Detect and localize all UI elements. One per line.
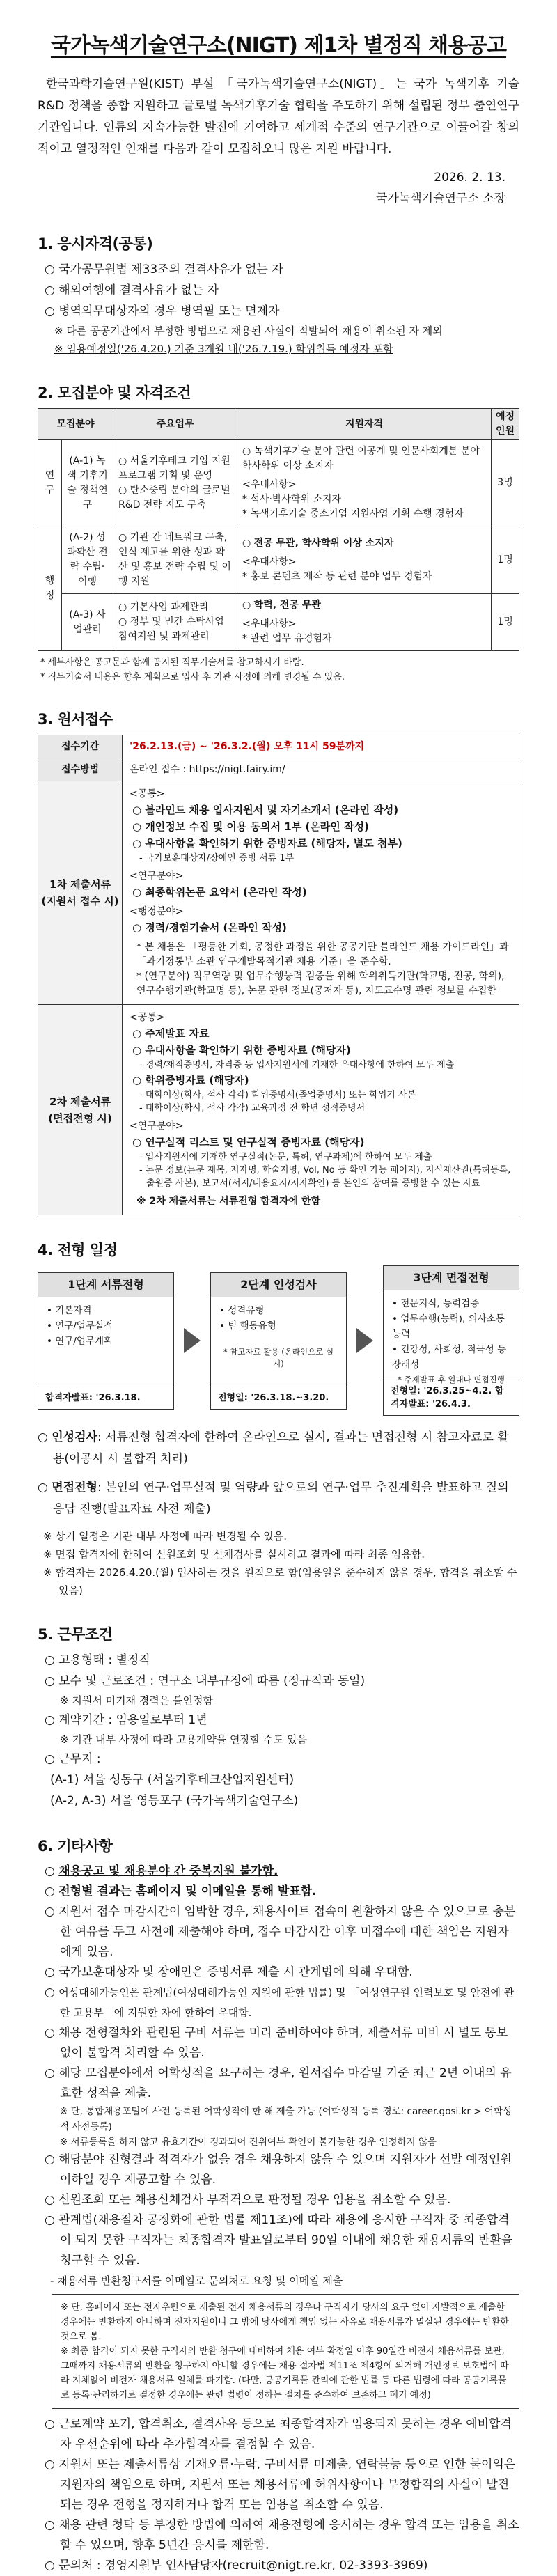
method-label: 접수방법 (38, 758, 123, 781)
qualification-cell: ○ 전공 무관, 학사학위 이상 소지자 <우대사항> * 홍보 콘텐츠 제작 등 관련 분야 업무 경험자 (237, 526, 492, 594)
list-item: (A-1) 서울 성동구 (서울기후테크산업지원센터) (50, 1773, 295, 1787)
list-item: (A-2, A-3) 서울 영등포구 (국가녹색기술연구소) (50, 1794, 299, 1808)
section-fields-heading: 2. 모집분야 및 자격조건 (38, 384, 191, 401)
misc-list (38, 1861, 519, 2291)
list-item: ※ 기관 내부 사정에 따라 고용계약을 연장할 수도 있음 (60, 1733, 308, 1746)
section-conditions-heading: 5. 근무조건 (38, 1626, 113, 1643)
list-item: ※ 서류등록을 하지 않고 유효기간이 경과되어 진위여부 확인이 불가능한 경우 인정하지 않음 (60, 2137, 437, 2148)
list-item: ○ 근무지 : (45, 1752, 101, 1766)
list-item: ○ 어성대해가능인은 관계법(여성대해가능인 지원에 관한 법률) 및 「여성연구원 인력보호 및 안전에 관한 고용부」에 지원한 자에 한하여 우대함. (45, 1985, 515, 2019)
list-item: ○ 채용 관련 청탁 등 부정한 방법에 의하여 채용전형에 응시하는 경우 합격 또는 임용을 취소할 수 있으며, 향후 5년간 응시를 제한함. (45, 2518, 519, 2552)
group-cell: 행정 (38, 526, 62, 651)
doc1-content: <공통> ○ 블라인드 채용 입사지원서 및 자기소개서 (온라인 작성) ○ 개인정보 수집 및 이용 동의서 1부 (온라인 작성) ○ 우대사항을 확인하기 위한 증빙자료 (해당자, 별도 첨부) - 국가보훈대상자/장애인 증빙 서류 1부 <연구분야> ○ 최종학위논문 요약서 (온라인 작성) <행정분야> ○ 경력/경험기술서 (온라인 작성) * 본 채용은 「평등한 기회, 공정한 과정을 위한 공공기관 블라인드 채용 가이드라인」과 「과기정통부 소관 연구개발목적기관 채용 기준」을 준수함. * (연구분야) 직무역량 및 업무수행능력 검증을 위해 학위취득기관(학교명, 전공, 학위), 연구수행기관(학교명 등), 논문 관련 정보(공저자 등), 지도교수명 관련 정보를 수집함 (123, 781, 519, 1005)
group-cell: 연구 (38, 440, 62, 526)
field-cell: (A-3) 사업관리 (62, 594, 113, 651)
list-item: ※ 지원서 미기재 경력은 불인정함 (60, 1694, 214, 1707)
table-header-row (38, 409, 519, 440)
list-item: ○ 보수 및 근로조건 : 연구소 내부규정에 따름 (정규직과 동일) (45, 1674, 366, 1688)
table-header-cell: 모집분야 (38, 409, 113, 440)
eligibility-list (38, 259, 519, 322)
table-header-cell: 예정인원 (492, 409, 519, 440)
table-header-cell: 주요업무 (113, 409, 237, 440)
doc2-label: 2차 제출서류 (면접전형 시) (38, 1005, 123, 1215)
table-row (38, 1005, 519, 1215)
section-misc-heading: 6. 기타사항 (38, 1838, 113, 1855)
period-label: 접수기간 (38, 735, 123, 758)
list-item: ○ 채용공고 및 채용분야 간 중복지원 불가함. (45, 1864, 278, 1878)
list-item: ○ 해당분야 전형결과 적격자가 없을 경우 채용하지 않을 수 있으며 지원자가 선발 예정인원 이하일 경우 재공고할 수 있음. (45, 2153, 512, 2187)
notice-date: 2026. 2. 13. (434, 171, 505, 185)
return-policy-box: ※ 단, 홈페이지 또는 전자우편으로 제출된 전자 채용서류의 경우나 구직자가 당사의 요구 없이 자발적으로 제출한 경우에는 반환하지 아니하며 전자지원이니 그 밖에 당사에게 책임 없는 사유로 채용서류가 멸실된 경우에는 반환한 것으로 봄. ※ 최종 합격이 되지 못한 구직자의 반환 청구에 대비하여 채용 여부 확정일 이후 90일간 비전자 채용서류를 보관, 그때까지 채용서류의 반환을 청구하지 아니할 경우에는 채용 절차법 제11조 제4항에 의거해 개인정보 보호법에 따라 지체없이 비전자 채용서류 일체를 파기함. (다만, 공공기록물 관리에 관한 법률 등 다른 법령에 따라 공공기록물로 등록·관리하기로 결정한 경우에는 관련 법령이 정하는 절차를 준수하여 보존하고 폐기 예정) (52, 2294, 519, 2409)
list-item: ○ 신원조회 또는 채용신체검사 부적격으로 판정될 경우 임용을 취소할 수 있음. (45, 2193, 451, 2207)
eligibility-note: ※ 다른 공공기관에서 부정한 방법으로 채용된 사실이 적발되어 채용이 취소된 자 제외 (54, 325, 443, 337)
fields-table (38, 408, 519, 651)
schedule-details (38, 1427, 519, 1600)
list-item: ○ 관계법(채용절차 공정화에 관한 법률 제11조)에 따라 채용에 응시한 구직자 중 최종합격이 되지 못한 구직자는 최종합격자 발표일로부터 90일 이내에 채용한 채용서류의 반환을 청구할 수 있음. (45, 2213, 513, 2267)
section-eligibility-heading: 1. 응시자격(공통) (38, 235, 153, 252)
list-item: ○ 인성검사: 서류전형 합격자에 한하여 온라인으로 실시, 결과는 면접전형 시 참고자료로 활용(이공시 시 불합격 처리) (38, 1430, 509, 1466)
list-item: ※ 합격자는 2026.4.20.(월) 입사하는 것을 원칙으로 함(임용일을 준수하지 않을 경우, 합격을 취소할 수 있음) (43, 1566, 517, 1597)
list-item: ○ 병역의무대상자의 경우 병역필 또는 면제자 (45, 304, 280, 318)
list-item: ○ 국가공무원법 제33조의 결격사유가 없는 자 (45, 263, 283, 276)
notice-signer: 국가녹색기술연구소 소장 (375, 192, 505, 205)
list-item: ○ 지원서 또는 제출서류상 기재오류·누락, 구비서류 미제출, 연락불능 등으로 인한 불이익은 지원자의 책임으로 하며, 지원서 또는 채용서류에 허위사항이나 부정합격의 사실이 발견되는 경우 전형을 정지하거나 합격 또는 임용을 취소할 수 있음. (45, 2458, 516, 2512)
table-row (38, 594, 519, 651)
period-value: '26.2.13.(금) ~ '26.3.2.(월) 오후 11시 59분까지 (123, 735, 519, 758)
section-schedule-heading: 4. 전형 일정 (38, 1242, 118, 1258)
count-cell: 1명 (492, 594, 519, 651)
conditions-list (38, 1650, 519, 1811)
contact-info: ○ 문의처 : 경영지원부 인사담당자(recruit@nigt.re.kr, 02-3393-3969) (45, 2559, 428, 2573)
table-row (38, 758, 519, 781)
section-application-heading: 3. 원서접수 (38, 711, 113, 728)
duties-cell: ○ 서울기후테크 기업 지원 프로그램 기획 및 운영 ○ 탄소중립 분야의 글로벌 R&D 전략 지도 구축 (113, 440, 237, 526)
qualification-cell: ○ 녹색기후기술 분야 관련 이공계 및 인문사회계분 분야 학사학위 이상 소지자 <우대사항> * 석사·박사학위 소지자 * 녹색기후기술 중소기업 지원사업 기획 수행 경험자 (237, 440, 492, 526)
step-2-box: 2단계 인성검사 • 성격유형 • 팀 행동유형 * 참고자료 활용 (온라인으로 실시) 전형일: '26.3.18.~3.20. (210, 1272, 347, 1410)
list-item: ○ 전형별 결과는 홈페이지 및 이메일을 통해 발표함. (45, 1884, 317, 1898)
doc2-content: <공통> ○ 주제발표 자료 ○ 우대사항을 확인하기 위한 증빙자료 (해당자) - 경력/재직증명서, 자격증 등 입사지원서에 기재한 우대사항에 한하여 모두 제출 ○ 학위증빙자료 (해당자) - 대학이상(학사, 석사 각각) 학위증명서(졸업증명서) 또는 학위기 사본 - 대학이상(학사, 석사 각각) 교육과정 전 학년 성적증명서 <연구분야> ○ 연구실적 리스트 및 연구실적 증빙자료 (해당자) - 입사지원서에 기재한 연구실적(논문, 특허, 연구과제)에 한하여 모두 제출 - 논문 정보(논문 제목, 저자명, 학술지명, Vol, No 등 확인 가능 페이지), 지식재산권(특허등록, 출원증 사본), 보고서(서지/내용요지/저자확인) 등 본인의 참여를 증빙할 수 있는 자료 ※ 2차 제출서류는 서류전형 합격자에 한함 (123, 1005, 519, 1215)
step-1-box: 1단계 서류전형 • 기본자격 • 연구/업무실적 • 연구/업무계획 합격자발표: '26.3.18. (38, 1272, 174, 1410)
method-value: 온라인 접수 : https://nigt.fairy.im/ (123, 758, 519, 781)
list-item: ○ 계약기간 : 임용일로부터 1년 (45, 1713, 207, 1727)
field-cell: (A-2) 성과확산 전략 수립·이행 (62, 526, 113, 594)
eligibility-note: ※ 임용예정일('26.4.20.) 기준 3개월 내('26.7.19.) 학위취득 예정자 포함 (54, 343, 393, 355)
list-item: ○ 근로계약 포기, 합격취소, 결격사유 등으로 최종합격자가 임용되지 못하는 경우 예비합격자 우선순위에 따라 추가합격자를 결정할 수 있음. (45, 2417, 512, 2451)
fields-footnote: * 세부사항은 공고문과 함께 공지된 직무기술서를 참고하시기 바람. (40, 657, 304, 668)
table-header-cell: 지원자격 (237, 409, 492, 440)
qualification-cell: ○ 학력, 전공 무관 <우대사항> * 관련 업무 유경험자 (237, 594, 492, 651)
duties-cell: ○ 기관 간 네트워크 구축, 인식 제고를 위한 성과 확산 및 홍보 전략 수립 및 이행 지원 (113, 526, 237, 594)
doc1-label: 1차 제출서류 (지원서 접수 시) (38, 781, 123, 1005)
arrow-right-icon (184, 1328, 201, 1353)
list-item: ○ 채용 전형절차와 관련된 구비 서류는 미리 준비하여야 하며, 제출서류 미비 시 별도 통보 없이 불합격 처리할 수 있음. (45, 2026, 508, 2060)
fields-footnote: * 직무기술서 내용은 향후 계획으로 입사 후 기관 사정에 의해 변경될 수 있음. (40, 672, 345, 682)
count-cell: 1명 (492, 526, 519, 594)
page-title: 국가녹색기술연구소(NIGT) 제1차 별정직 채용공고 (50, 33, 507, 58)
arrow-right-icon (356, 1328, 373, 1353)
field-cell: (A-1) 녹색 기후기술 정책연구 (62, 440, 113, 526)
duties-cell: ○ 기본사업 과제관리 ○ 정부 및 민간 수탁사업 참여지원 및 과제관리 (113, 594, 237, 651)
list-item: ※ 면접 합격자에 한하여 신원조회 및 신체검사를 실시하고 결과에 따라 최종 임용함. (43, 1548, 425, 1561)
intro-paragraph: 한국과학기술연구원(KIST) 부설 「국가녹색기술연구소(NIGT)」는 국가 녹색기후 기술 R&D 정책을 종합 지원하고 글로벌 녹색기후기술 협력을 주도하기 위해 설립된 정부 출연연구기관입니다. 인류의 지속가능한 발전에 기여하고 세계적 수준의 연구기관으로 이끌어갈 창의적이고 열정적인 인재를 다음과 같이 모집하오니 많은 지원 바랍니다. (38, 77, 519, 156)
table-row (38, 526, 519, 594)
list-item: ○ 지원서 접수 마감시간이 임박할 경우, 채용사이트 접속이 원활하지 않을 수 있으므로 충분한 여유를 두고 사전에 제출해야 하며, 접수 마감시간 이후 미접수에 대한 책임은 지원자에게 있음. (45, 1905, 516, 1959)
schedule-steps (38, 1265, 519, 1416)
list-item: ※ 단, 통합채용포털에 사전 등록된 어학성적에 한 해 제출 가능 (어학성적 등록 경로: career.gosi.kr > 어학성적 사전등록) (60, 2106, 512, 2132)
table-row (38, 781, 519, 1005)
list-item: ○ 국가보훈대상자 및 장애인은 증빙서류 제출 시 관계법에 의해 우대함. (45, 1965, 413, 1979)
list-item: ※ 상기 일정은 기관 내부 사정에 따라 변경될 수 있음. (43, 1530, 288, 1543)
list-item: ○ 해외여행에 결격사유가 없는 자 (45, 283, 219, 297)
step-3-box: 3단계 면접전형 • 전문지식, 능력검증 • 업무수행(능력), 의사소통능력 • 건강성, 사회성, 적극성 등 장래성 * 주제발표 후 일대다 면접진행 전형일: '26.3.25~4.2. 합격자발표: '26.4.3. (383, 1265, 519, 1416)
misc-list-2 (38, 2414, 519, 2576)
list-item: ○ 해당 모집분야에서 어학성적을 요구하는 경우, 원서접수 마감일 기준 최근 2년 이내의 유효한 성적을 제출. (45, 2066, 512, 2100)
count-cell: 3명 (492, 440, 519, 526)
list-item: ○ 고용형태 : 별정직 (45, 1653, 150, 1667)
list-item: ○ 면접전형: 본인의 연구·업무실적 및 역량과 앞으로의 연구·업무 추진계획을 발표하고 질의응답 진행(발표자료 사전 제출) (38, 1481, 509, 1516)
table-row (38, 440, 519, 526)
list-item: - 채용서류 반환청구서를 이메일로 문의처로 요청 및 이메일 제출 (50, 2274, 343, 2287)
application-table (38, 735, 519, 1215)
table-row (38, 735, 519, 758)
